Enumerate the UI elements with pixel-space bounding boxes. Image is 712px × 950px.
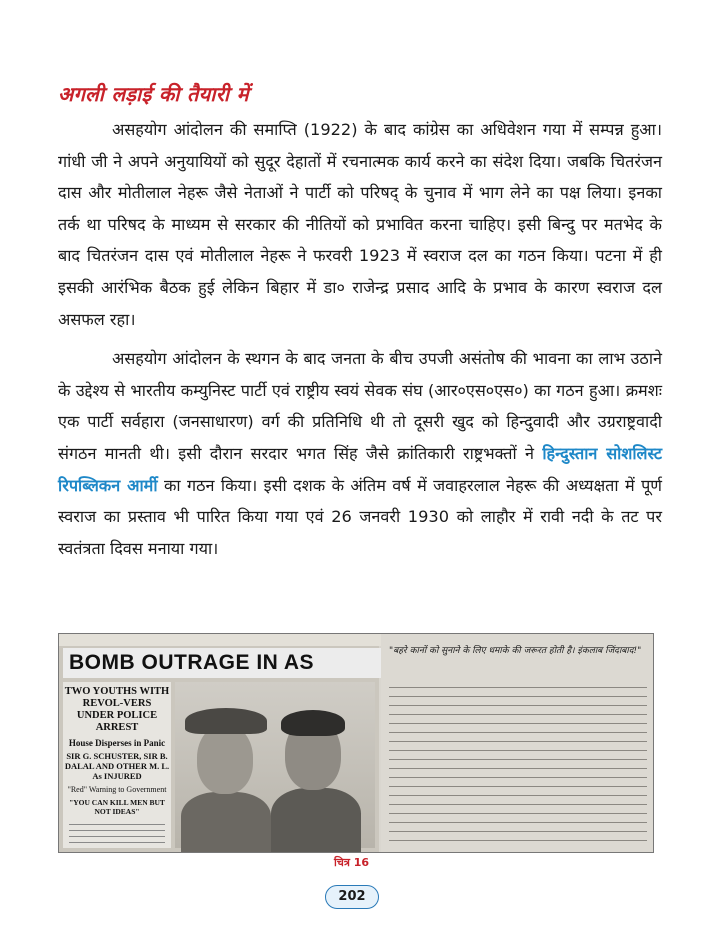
panel-text-lines	[389, 682, 647, 842]
column-subhead-2: SIR G. SCHUSTER, SIR B. DALAL AND OTHER M. L. As INJURED	[64, 751, 170, 781]
portrait-right-body	[271, 788, 361, 852]
section-heading: अगली लड़ाई की तैयारी में	[58, 82, 249, 106]
quote-text: "बहरे कानों को सुनाने के लिए धमाके की जरूरत होती है। इंकलाब जिंदाबाद!"	[389, 646, 642, 656]
body-text	[58, 114, 662, 572]
column-subhead-1: House Disperses in Panic	[68, 738, 166, 748]
portrait-photo	[175, 682, 375, 848]
paragraph-2-text-a: असहयोग आंदोलन के स्थगन के बाद जनता के बीच उपजी असंतोष की भावना का लाभ उठाने के उद्देश्य से भारतीय कम्युनिस्ट पार्टी एवं राष्ट्रीय स्वयं सेवक संघ (आर०एस०एस०) का गठन हुआ। क्रमशः एक पार्टी सर्वहारा (जनसाधारण) वर्ग की प्रतिनिधि थी तो दूसरी खुद को हिन्दुवादी और उग्रराष्ट्रवादी संगठन मानती थी। इसी दौरान सरदार भगत सिंह जैसे क्रांतिकारी राष्ट्रभक्तों ने	[58, 349, 662, 463]
paragraph-1: असहयोग आंदोलन की समाप्ति (1922) के बाद कांग्रेस का अधिवेशन गया में सम्पन्न हुआ। गांधी जी ने अपने अनुयायियों को सुदूर देहातों में रचनात्मक कार्य करने का संदेश दिया। जबकि चितरंजन दास और मोतीलाल नेहरू जैसे नेताओं ने पार्टी को परिषद् के चुनाव में भाग लेने का पक्ष लिया। इनका तर्क था परिषद के माध्यम से सरकार की नीतियों को प्रभावित करना चाहिए। इसी बिन्दु पर मतभेद के बाद चितरंजन दास एवं मोतीलाल नेहरू ने फरवरी 1923 में स्वराज दल का गठन किया। पटना में ही इसकी आरंभिक बैठक हुई लेकिन बिहार में डा० राजेन्द्र प्रसाद आदि के प्रभाव के कारण स्वराज दल असफल रहा।	[58, 120, 662, 329]
hsra-highlight: हिन्दुस्तान सोशलिस्ट रिपब्लिकन आर्मी	[58, 443, 662, 495]
newspaper-column	[63, 682, 171, 848]
newspaper-headline: BOMB OUTRAGE IN AS	[63, 648, 385, 678]
portrait-left-face	[197, 724, 253, 794]
column-headline: TWO YOUTHS WITH REVOL-VERS UNDER POLICE ARREST	[64, 686, 170, 733]
page-number: 202	[325, 885, 379, 909]
column-text-lines	[69, 821, 165, 848]
paragraph-2	[58, 343, 662, 564]
portrait-right-hair	[281, 710, 345, 736]
paragraph-2-text-b: का गठन किया। इसी दशक के अंतिम वर्ष में जवाहरलाल नेहरू की अध्यक्षता में पूर्ण स्वराज का प्रस्ताव भी पारित किया गया एवं 26 जनवरी 1930 को लाहौर में रावी नदी के तट पर स्वतंत्रता दिवस मनाया गया।	[58, 475, 662, 558]
column-subhead-3: "Red" Warning to Government	[67, 785, 167, 794]
newspaper-masthead-strip	[59, 634, 385, 646]
newspaper-right-panel	[381, 634, 653, 852]
figure-caption: चित्र 16	[334, 856, 370, 869]
newspaper-figure	[58, 633, 654, 853]
column-subhead-4: "YOU CAN KILL MEN BUT NOT IDEAS"	[69, 798, 165, 816]
newspaper-clipping	[59, 634, 379, 852]
portrait-left-body	[181, 792, 271, 852]
hat-shape	[185, 708, 267, 734]
